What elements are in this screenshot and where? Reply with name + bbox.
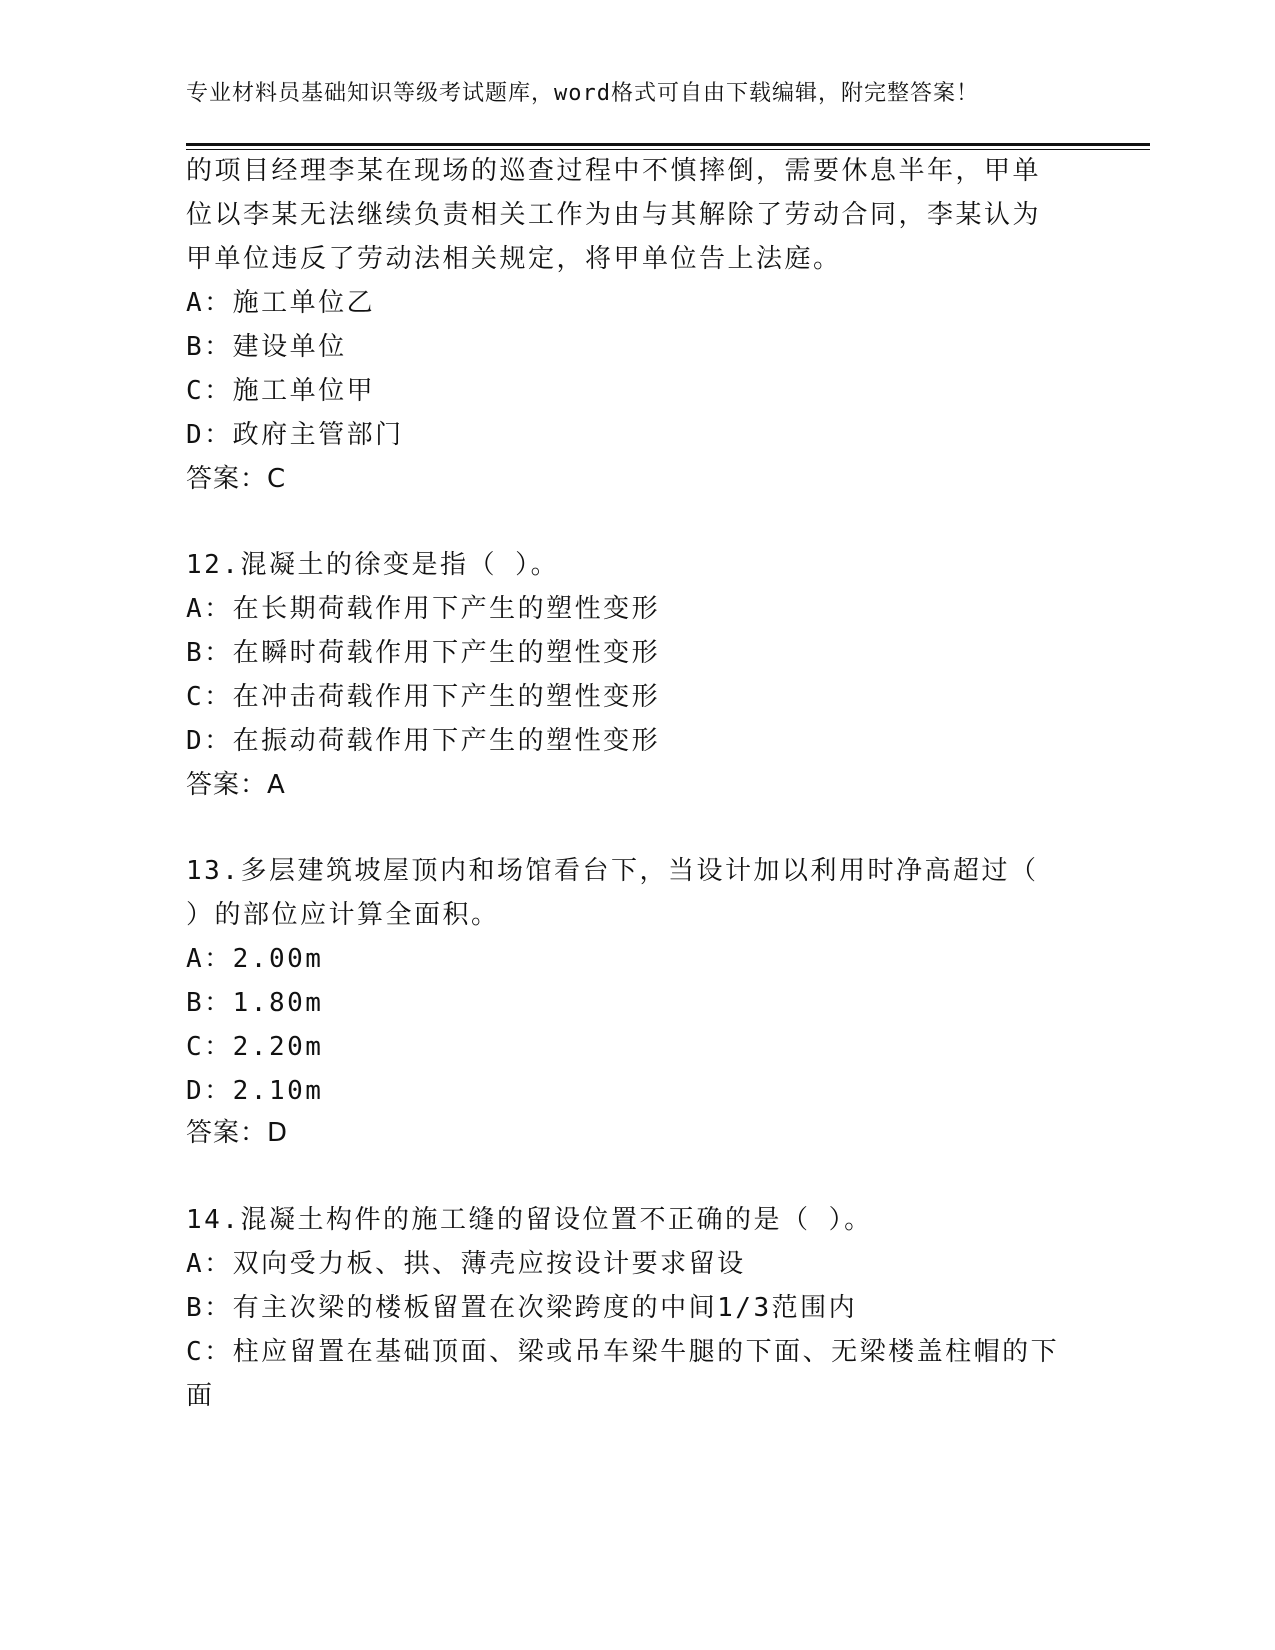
option-c: C：施工单位甲 [186, 376, 376, 406]
page-header: 专业材料员基础知识等级考试题库，word格式可自由下载编辑，附完整答案！ [186, 81, 979, 106]
option-a: A：施工单位乙 [186, 288, 376, 318]
option-c: C：2.20m [186, 1032, 324, 1062]
header-rule-thin [186, 149, 1150, 150]
option-c: C：在冲击荷载作用下产生的塑性变形 [186, 682, 661, 712]
option-d: D：在振动荷载作用下产生的塑性变形 [186, 726, 661, 756]
question-text-line: 位以李某无法继续负责相关工作为由与其解除了劳动合同，李某认为 [186, 200, 1042, 230]
question-text-line: 14.混凝土构件的施工缝的留设位置不正确的是（ ）。 [186, 1205, 873, 1235]
question-text-line: 12.混凝土的徐变是指（ ）。 [186, 550, 560, 580]
header-rule-thick [186, 143, 1150, 146]
option-a: A：在长期荷载作用下产生的塑性变形 [186, 594, 661, 624]
option-a: A：双向受力板、拱、薄壳应按设计要求留设 [186, 1249, 746, 1279]
answer-line: 答案：C [186, 464, 287, 494]
answer-line: 答案：D [186, 1118, 289, 1148]
option-a: A：2.00m [186, 944, 324, 974]
question-text-line: 甲单位违反了劳动法相关规定，将甲单位告上法庭。 [186, 244, 842, 274]
option-b: B：在瞬时荷载作用下产生的塑性变形 [186, 638, 661, 668]
option-b: B：建设单位 [186, 332, 347, 362]
question-text-line: 13.多层建筑坡屋顶内和场馆看台下，当设计加以利用时净高超过（ [186, 856, 1039, 886]
option-d: D：政府主管部门 [186, 420, 404, 450]
question-text-line: 的项目经理李某在现场的巡查过程中不慎摔倒，需要休息半年，甲单 [186, 156, 1042, 186]
question-text-line: ）的部位应计算全面积。 [186, 900, 500, 930]
option-b: B：1.80m [186, 988, 324, 1018]
option-b: B：有主次梁的楼板留置在次梁跨度的中间1/3范围内 [186, 1293, 858, 1323]
answer-line: 答案：A [186, 770, 286, 800]
option-c-continuation: 面 [186, 1381, 215, 1411]
option-d: D：2.10m [186, 1076, 324, 1106]
option-c: C：柱应留置在基础顶面、梁或吊车梁牛腿的下面、无梁楼盖柱帽的下 [186, 1337, 1060, 1367]
